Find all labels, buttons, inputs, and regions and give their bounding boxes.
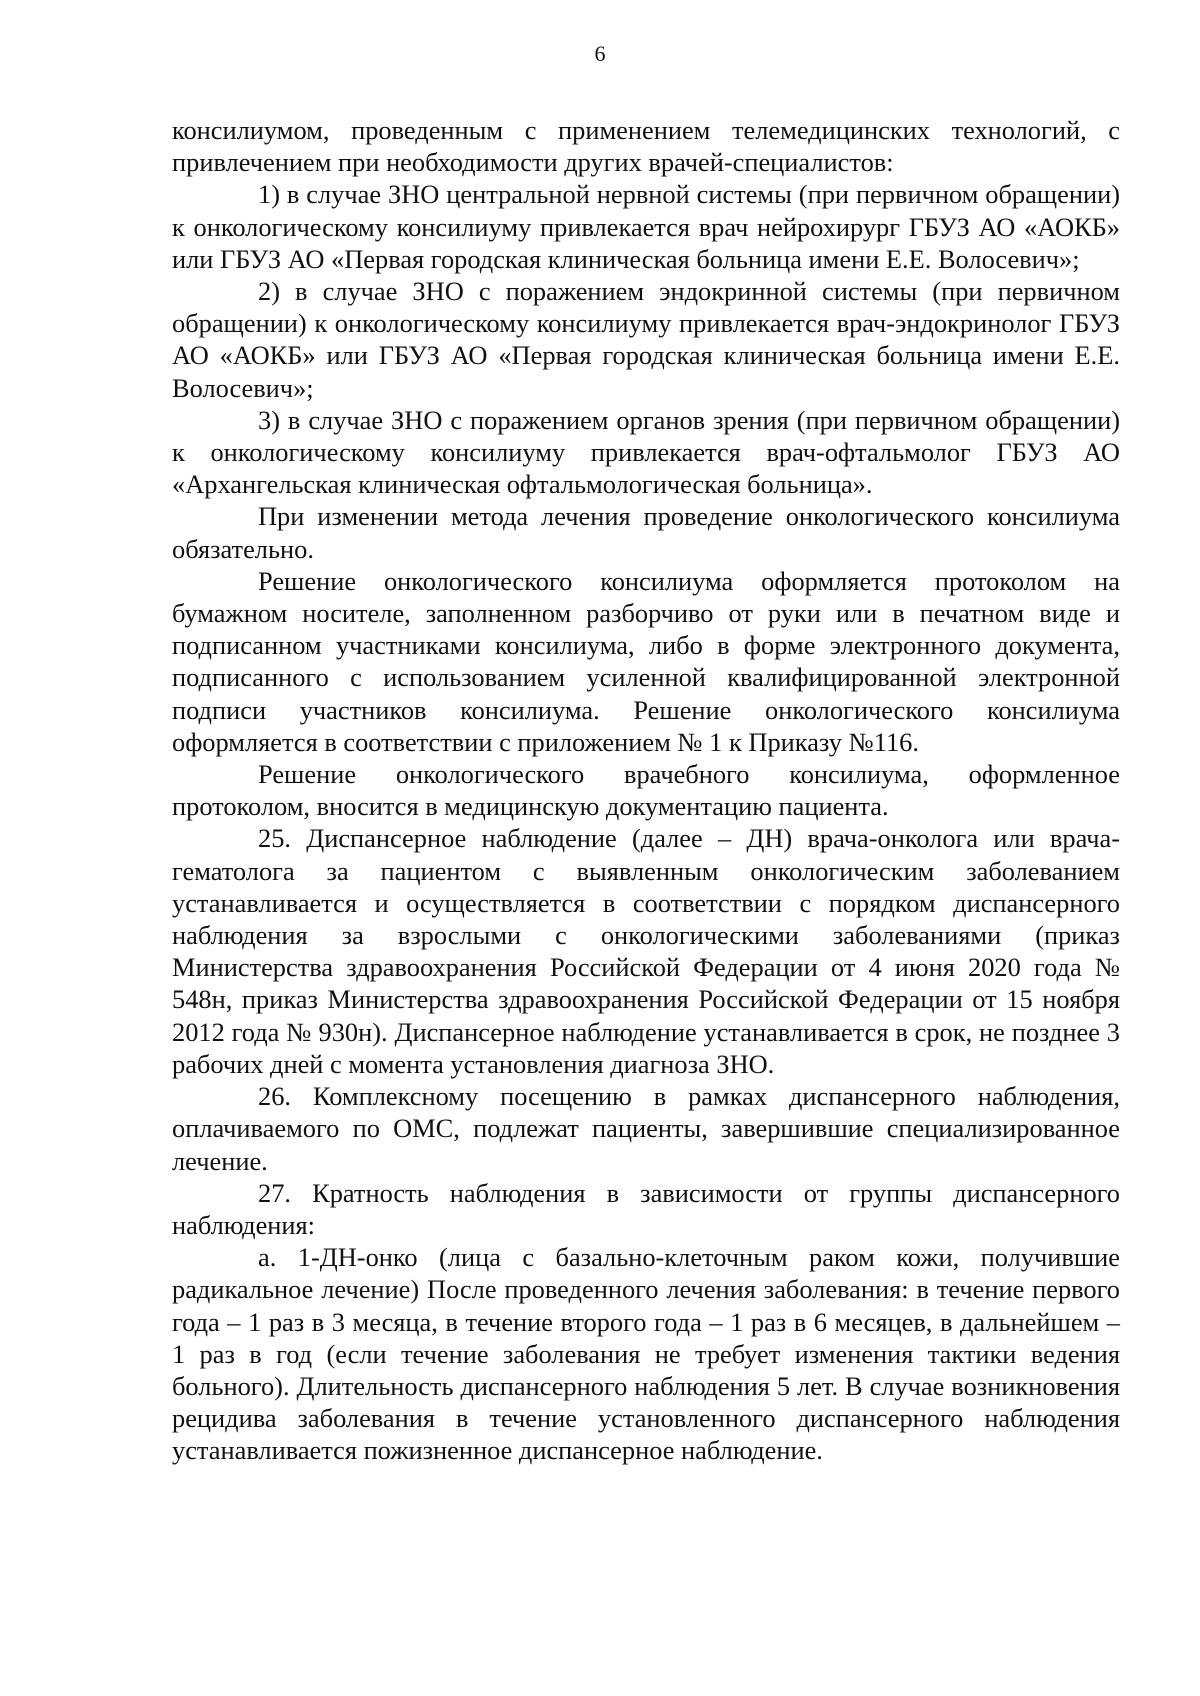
document-body	[172, 114, 1120, 1467]
paragraph-section-27: 27. Кратность наблюдения в зависимости от группы диспансерного наблюдения:	[172, 1177, 1120, 1240]
page-number: 6	[594, 41, 606, 66]
paragraph-section-25: 25. Диспансерное наблюдение (далее – ДН) врача-онколога или врача-гематолога за пациентом с выявленным онкологическим заболеванием устанавливается и осуществляется в соответствии с порядком диспансерного наблюдения за взрослыми с онкологическими заболеваниями (приказ Министерства здравоохранения Российской Федерации от 4 июня 2020 года № 548н, приказ Министерства здравоохранения Российской Федерации от 15 ноября 2012 года № 930н). Диспансерное наблюдение устанавливается в срок, не позднее 3 рабочих дней с момента установления диагноза ЗНО.	[172, 823, 1120, 1079]
paragraph-section-26: 26. Комплексному посещению в рамках диспансерного наблюдения, оплачиваемого по ОМС, подлежат пациенты, завершившие специализированное лечение.	[172, 1081, 1120, 1176]
paragraph-continuation: консилиумом, проведенным с применением телемедицинских технологий, с привлечением при необходимости других врачей-специалистов:	[172, 115, 1120, 178]
paragraph-item-1: 1) в случае ЗНО центральной нервной системы (при первичном обращении) к онкологическому консилиуму привлекается врач нейрохирург ГБУЗ АО «АОКБ» или ГБУЗ АО «Первая городская клиническая больница имени Е.Е. Волосевич»;	[172, 179, 1120, 274]
paragraph-item-a: а. 1-ДН-онко (лица с базально-клеточным раком кожи, получившие радикальное лечение) После проведенного лечения заболевания: в течение первого года – 1 раз в 3 месяца, в течение второго года – 1 раз в 6 месяцев, в дальнейшем – 1 раз в год (если течение заболевания не требует изменения тактики ведения больного). Длительность диспансерного наблюдения 5 лет. В случае возникновения рецидива заболевания в течение установленного диспансерного наблюдения устанавливается пожизненное диспансерное наблюдение.	[172, 1242, 1120, 1466]
paragraph-method-change: При изменении метода лечения проведение онкологического консилиума обязательно.	[172, 501, 1120, 564]
paragraph-item-3: 3) в случае ЗНО с поражением органов зрения (при первичном обращении) к онкологическому консилиуму привлекается врач-офтальмолог ГБУЗ АО «Архангельская клиническая офтальмологическая больница».	[172, 404, 1120, 500]
paragraph-decision-record: Решение онкологического врачебного консилиума, оформленное протоколом, вносится в медицинскую документацию пациента.	[172, 759, 1120, 822]
paragraph-decision-protocol: Решение онкологического консилиума оформляется протоколом на бумажном носителе, заполненном разборчиво от руки или в печатном виде и подписанном участниками консилиума, либо в форме электронного документа, подписанного с использованием усиленной квалифицированной электронной подписи участников консилиума. Решение онкологического консилиума оформляется в соответствии с приложением № 1 к Приказу №116.	[172, 565, 1120, 757]
paragraph-item-2: 2) в случае ЗНО с поражением эндокринной системы (при первичном обращении) к онкологическому консилиуму привлекается врач-эндокринолог ГБУЗ АО «АОКБ» или ГБУЗ АО «Первая городская клиническая больница имени Е.Е. Волосевич»;	[172, 276, 1120, 403]
